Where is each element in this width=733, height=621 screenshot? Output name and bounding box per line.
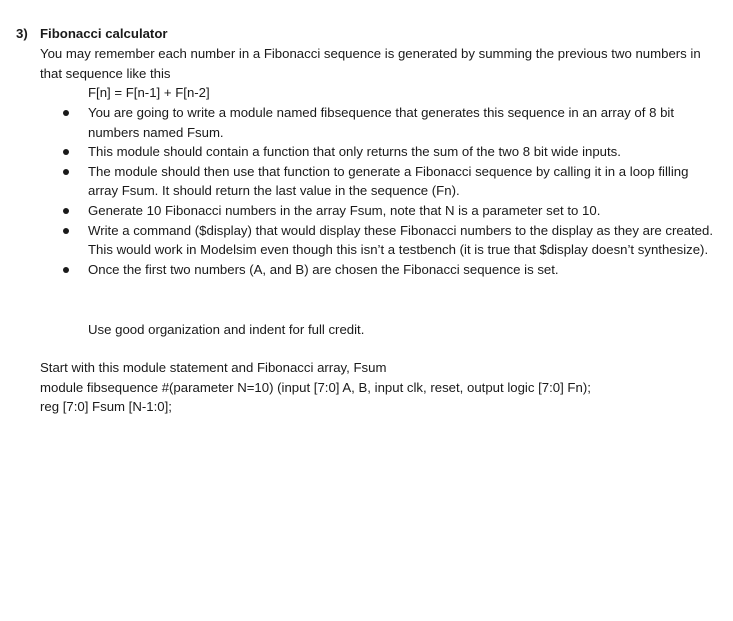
list-item-text: Write a command ($display) that would display these Fibonacci numbers to the display as they are created. This would work in Modelsim even though this isn’t a testbench (it is true that $display doesn’t synthesize).: [88, 222, 714, 258]
requirements-list: [88, 103, 718, 279]
start-instruction: Start with this module statement and Fibonacci array, Fsum: [40, 360, 387, 375]
intro-paragraph: You may remember each number in a Fibonacci sequence is generated by summing the previous two numbers in that sequence like this: [40, 46, 701, 81]
question-title: Fibonacci calculator: [40, 26, 168, 41]
array-declaration: reg [7:0] Fsum [N-1:0];: [40, 399, 172, 414]
question-number: 3): [16, 26, 28, 41]
list-item-text: This module should contain a function that only returns the sum of the two 8 bit wide inputs.: [88, 144, 621, 160]
question-heading: [16, 24, 168, 44]
credit-note: Use good organization and indent for full credit.: [88, 322, 365, 337]
list-item: [88, 201, 718, 221]
list-item-text: You are going to write a module named fibsequence that generates this sequence in an array of 8 bit numbers named Fsum.: [88, 105, 675, 140]
bullet-icon: [63, 110, 69, 116]
bullet-icon: [63, 169, 69, 175]
list-item-text: Generate 10 Fibonacci numbers in the array Fsum, note that N is a parameter set to 10.: [88, 202, 601, 218]
bullet-icon: [63, 267, 69, 273]
bullet-icon: [63, 228, 69, 234]
bullet-icon: [63, 208, 69, 214]
list-item: [88, 162, 718, 201]
list-item: [88, 221, 718, 260]
list-item-text: Once the first two numbers (A, and B) are chosen the Fibonacci sequence is set.: [88, 261, 559, 277]
module-statement: module fibsequence #(parameter N=10) (input [7:0] A, B, input clk, reset, output logic [7:0] Fn);: [40, 380, 591, 395]
bullet-icon: [63, 149, 69, 155]
list-item: [88, 103, 718, 142]
fibonacci-formula: F[n] = F[n-1] + F[n-2]: [88, 85, 210, 100]
list-item-text: The module should then use that function to generate a Fibonacci sequence by calling it in a loop filling array Fsum. It should return the last value in the sequence (Fn).: [88, 163, 689, 199]
list-item: [88, 142, 718, 162]
list-item: [88, 260, 718, 280]
